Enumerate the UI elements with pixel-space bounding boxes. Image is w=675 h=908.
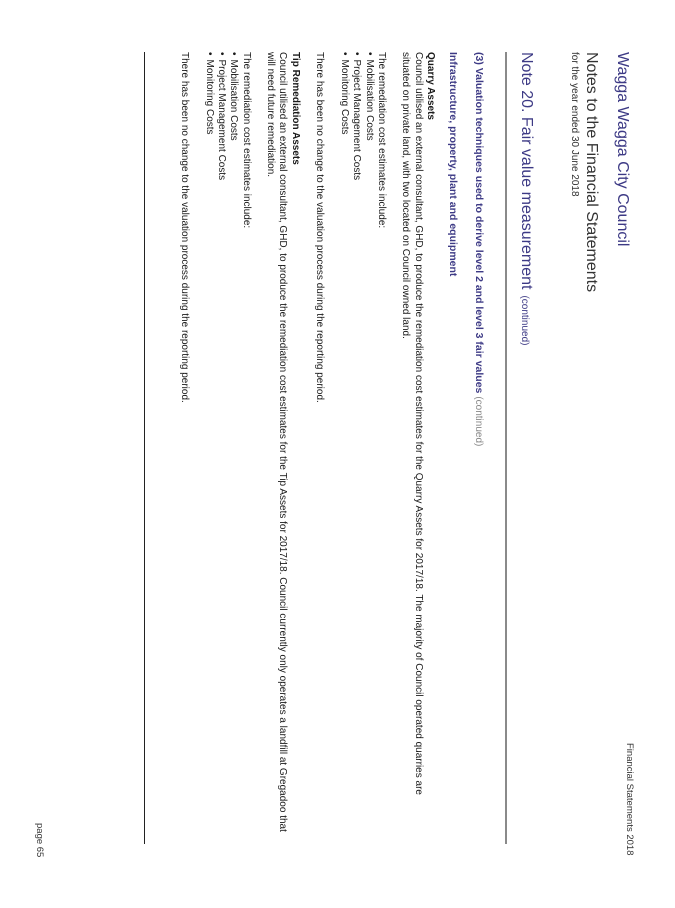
list-item: • Mobilisation Costs [227,52,239,832]
note-heading [505,52,535,844]
page-number: page 65 [34,823,45,858]
list-item: • Monitoring Costs [338,52,350,832]
tip-no-change: There has been no change to the valuation process during the reporting period. [179,52,191,403]
tip-paragraph: Council utilised an external consultant, GHD, to produce the remediation cost estimates for the Tip Assets for 2017/18. Council currently only operates a landfill at Gregadoo that will need future remediation. [265,52,289,832]
quarry-no-change: There has been no change to the valuation process during the reporting period. [314,52,326,403]
bottom-divider [144,52,145,844]
quarry-estimates-intro: The remediation cost estimates include: [375,52,387,229]
quarry-paragraph: Council utilised an external consultant, GHD, to produce the remediation cost estimates for the Quarry Assets for 2017/18. The majority of Council operated quarries are situated on private land, with two located on Council owned land. [400,52,424,795]
period-subtitle: for the year ended 30 June 2018 [569,52,580,197]
note-title: Note 20. Fair value measurement [518,52,535,290]
council-name: Wagga Wagga City Council [614,52,631,247]
tip-estimates-list [202,52,239,832]
list-item: • Mobilisation Costs [362,52,374,832]
quarry-heading: Quarry Assets [425,52,436,120]
section-continued: (continued) [473,396,484,447]
financial-statements-label: Financial Statements 2018 [624,743,635,856]
tip-heading: Tip Remediation Assets [289,52,301,165]
quarry-estimates-list [338,52,375,832]
notes-title: Notes to the Financial Statements [583,52,600,293]
list-item: • Project Management Costs [215,52,227,832]
section-title: (3) Valuation techniques used to derive level 2 and level 3 fair values [473,52,485,394]
subsection-heading: Infrastructure, property, plant and equipment [447,52,459,277]
list-item: • Project Management Costs [350,52,362,832]
section-heading [473,52,485,446]
tip-estimates-intro: The remediation cost estimates include: [240,52,252,229]
list-item: • Monitoring Costs [202,52,214,832]
body-content [178,52,436,832]
note-continued: (continued) [519,295,530,346]
